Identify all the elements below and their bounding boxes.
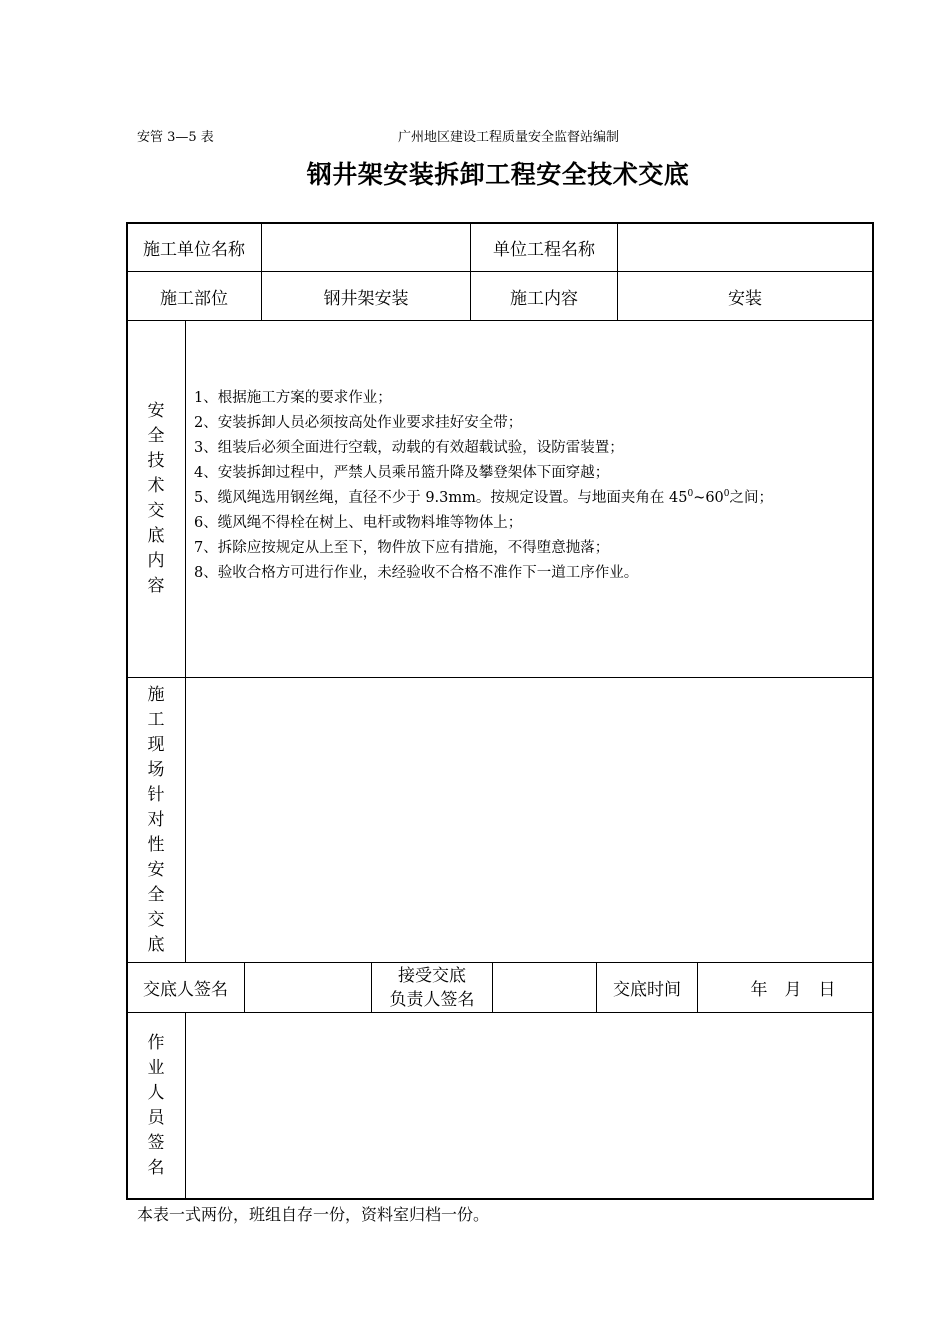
receiver-sign-field[interactable] — [493, 963, 596, 1012]
safety-item: 6、缆风绳不得栓在树上、电杆或物料堆等物体上； — [194, 515, 523, 531]
project-name-field[interactable] — [618, 223, 872, 271]
site-disclosure-field[interactable] — [186, 678, 872, 962]
receiver-sign-label: 接受交底 负责人签名 — [389, 965, 475, 1010]
safety-item: 1、根据施工方案的要求作业； — [194, 390, 392, 406]
location-field[interactable]: 钢井架安装 — [323, 288, 409, 309]
content-field[interactable]: 安装 — [728, 288, 762, 309]
footnote: 本表一式两份，班组自存一份，资料室归档一份。 — [137, 1205, 490, 1224]
safety-item: 8、验收合格方可进行作业，未经验收不合格不准作下一道工序作业。 — [194, 565, 639, 581]
content-label: 施工内容 — [510, 288, 578, 309]
form-code: 安管 3—5 表 — [137, 130, 214, 145]
workers-sign-label: 作 业 人 员 签 名 — [147, 1033, 165, 1178]
disclosure-time-label: 交底时间 — [613, 980, 681, 1000]
safety-items-list — [194, 386, 773, 586]
workers-sign-field[interactable] — [186, 1013, 872, 1198]
location-label: 施工部位 — [160, 288, 228, 309]
safety-item: 5、缆风绳选用钢丝绳，直径不少于 9.3mm。按规定设置。与地面夹角在 $45^0\sim 60^0$之间； — [194, 489, 774, 506]
project-name-label: 单位工程名称 — [493, 239, 595, 260]
discloser-sign-field[interactable] — [245, 963, 371, 1012]
disclosure-time-field[interactable]: 年 月 日 — [750, 980, 836, 1000]
unit-name-field[interactable] — [262, 223, 470, 271]
safety-item: 2、安装拆卸人员必须按高处作业要求挂好安全带； — [194, 415, 523, 431]
safety-content-label: 安 全 技 术 交 底 内 容 — [147, 401, 165, 596]
safety-item: 4、安装拆卸过程中，严禁人员乘吊篮升降及攀登架体下面穿越； — [194, 465, 610, 481]
safety-item: 3、组装后必须全面进行空载，动载的有效超载试验，设防雷装置； — [194, 440, 624, 456]
discloser-sign-label: 交底人签名 — [143, 980, 228, 1000]
publisher: 广州地区建设工程质量安全监督站编制 — [398, 130, 620, 145]
safety-item: 7、拆除应按规定从上至下，物件放下应有措施，不得堕意抛落； — [194, 540, 610, 556]
unit-name-label: 施工单位名称 — [143, 239, 245, 260]
document-title: 钢井架安装拆卸工程安全技术交底 — [306, 160, 690, 189]
site-disclosure-label: 施 工 现 场 针 对 性 安 全 交 底 — [147, 685, 165, 955]
